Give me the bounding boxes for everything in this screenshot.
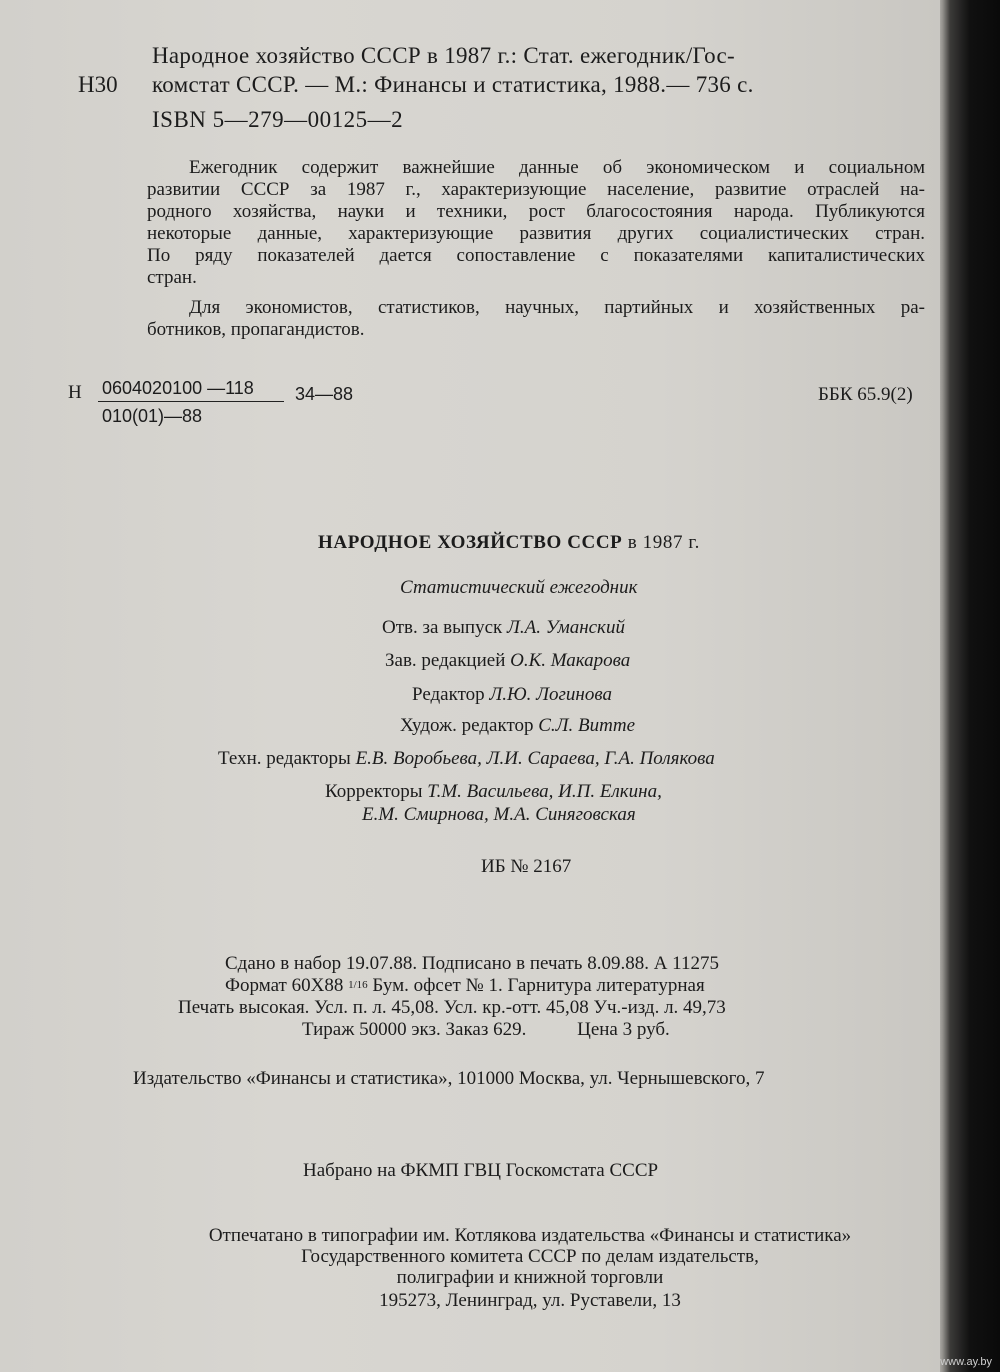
annotation-paragraph: [147, 157, 925, 289]
book-title-year: в 1987 г.: [627, 532, 701, 553]
imprint-format: [225, 975, 705, 997]
book-edge-shadow: [940, 0, 1000, 1372]
credit-role: Зав. редакцией: [385, 650, 506, 671]
credit-role: Отв. за выпуск: [382, 617, 503, 638]
printer-line: полиграфии и книжной торговли: [396, 1267, 664, 1288]
audience-line: ботников, пропагандистов.: [147, 319, 365, 340]
credit-art-editor: [400, 715, 635, 737]
printer-line: Государственного комитета СССР по делам издательств,: [301, 1246, 759, 1267]
credit-head-of-editorial: [385, 650, 630, 672]
bbk-code: ББК 65.9(2): [818, 384, 913, 405]
imprint-paper: Бум. офсет № 1. Гарнитура литературная: [372, 975, 705, 996]
classification-letter: Н: [68, 382, 82, 403]
annotation-line: стран.: [147, 267, 197, 288]
audience-paragraph: [147, 297, 925, 341]
classification-denominator: 010(01)—88: [102, 406, 203, 426]
annotation-line: некоторые данные, характеризующие развития других социалистических стран.: [147, 223, 925, 244]
printer-line: Отпечатано в типографии им. Котлякова издательства «Финансы и статистика»: [208, 1225, 852, 1246]
credit-editor: [412, 684, 612, 706]
credit-role: Корректоры: [325, 781, 423, 802]
imprint-format-fraction: 1/16: [348, 979, 368, 991]
typeset-note: Набрано на ФКМП ГВЦ Госкомстата СССР: [303, 1160, 659, 1181]
annotation-line: развитии СССР за 1987 г., характеризующие население, развитие отраслей на-: [147, 179, 925, 200]
credit-names: С.Л. Витте: [538, 715, 636, 736]
book-subtitle: Статистический ежегодник: [400, 577, 638, 598]
credit-role: Редактор: [412, 684, 485, 705]
imprint-print-sheets: Печать высокая. Усл. п. л. 45,08. Усл. кр.-отт. 45,08 Уч.-изд. л. 49,73: [178, 997, 726, 1018]
bibliographic-line-2: комстат СССР. — М.: Финансы и статистика, 1988.— 736 с.: [152, 72, 754, 97]
credit-correctors-continued: Е.М. Смирнова, М.А. Синяговская: [362, 804, 636, 825]
audience-line: Для экономистов, статистиков, научных, партийных и хозяйственных ра-: [189, 297, 925, 318]
publisher-address: Издательство «Финансы и статистика», 101000 Москва, ул. Чернышевского, 7: [133, 1068, 765, 1089]
imprint-circulation: [302, 1019, 670, 1041]
credit-role: Техн. редакторы: [218, 748, 351, 769]
fraction-line: [98, 401, 284, 402]
credit-tech-editors: [218, 748, 715, 770]
annotation-line: родного хозяйства, науки и техники, рост благосостояния народа. Публикуются: [147, 201, 925, 222]
credit-names: О.К. Макарова: [510, 650, 631, 671]
book-title-main: НАРОДНОЕ ХОЗЯЙСТВО СССР: [318, 532, 623, 553]
isbn: ISBN 5—279—00125—2: [152, 107, 404, 132]
bibliographic-line-1: Народное хозяйство СССР в 1987 г.: Стат. ежегодник/Гос-: [152, 43, 735, 68]
catalog-code: Н30: [78, 72, 118, 97]
credit-correctors: [325, 781, 662, 803]
book-title: [318, 532, 700, 554]
credit-names: Т.М. Васильева, И.П. Елкина,: [427, 781, 662, 802]
ib-number: ИБ № 2167: [481, 856, 572, 877]
imprint-dates: Сдано в набор 19.07.88. Подписано в печать 8.09.88. А 11275: [225, 953, 719, 974]
printer-line: 195273, Ленинград, ул. Руставели, 13: [379, 1290, 681, 1311]
annotation-line: Ежегодник содержит важнейшие данные об экономическом и социальном: [189, 157, 925, 178]
credit-names: Л.Ю. Логинова: [489, 684, 612, 705]
imprint-price: Цена 3 руб.: [577, 1019, 670, 1040]
classification-numerator: 0604020100 —118: [102, 378, 254, 398]
classification-suffix: 34—88: [295, 384, 354, 404]
imprint-run-order: Тираж 50000 экз. Заказ 629.: [302, 1019, 527, 1040]
annotation-line: По ряду показателей дается сопоставление с показателями капиталистических: [147, 245, 925, 266]
credit-names: Е.В. Воробьева, Л.И. Сараева, Г.А. Полякова: [355, 748, 715, 769]
credit-names: Л.А. Уманский: [507, 617, 625, 638]
credit-executive: [382, 617, 625, 639]
credit-role: Худож. редактор: [400, 715, 534, 736]
watermark: www.ay.by: [940, 1356, 992, 1368]
imprint-format-size: Формат 60Х88: [225, 975, 344, 996]
